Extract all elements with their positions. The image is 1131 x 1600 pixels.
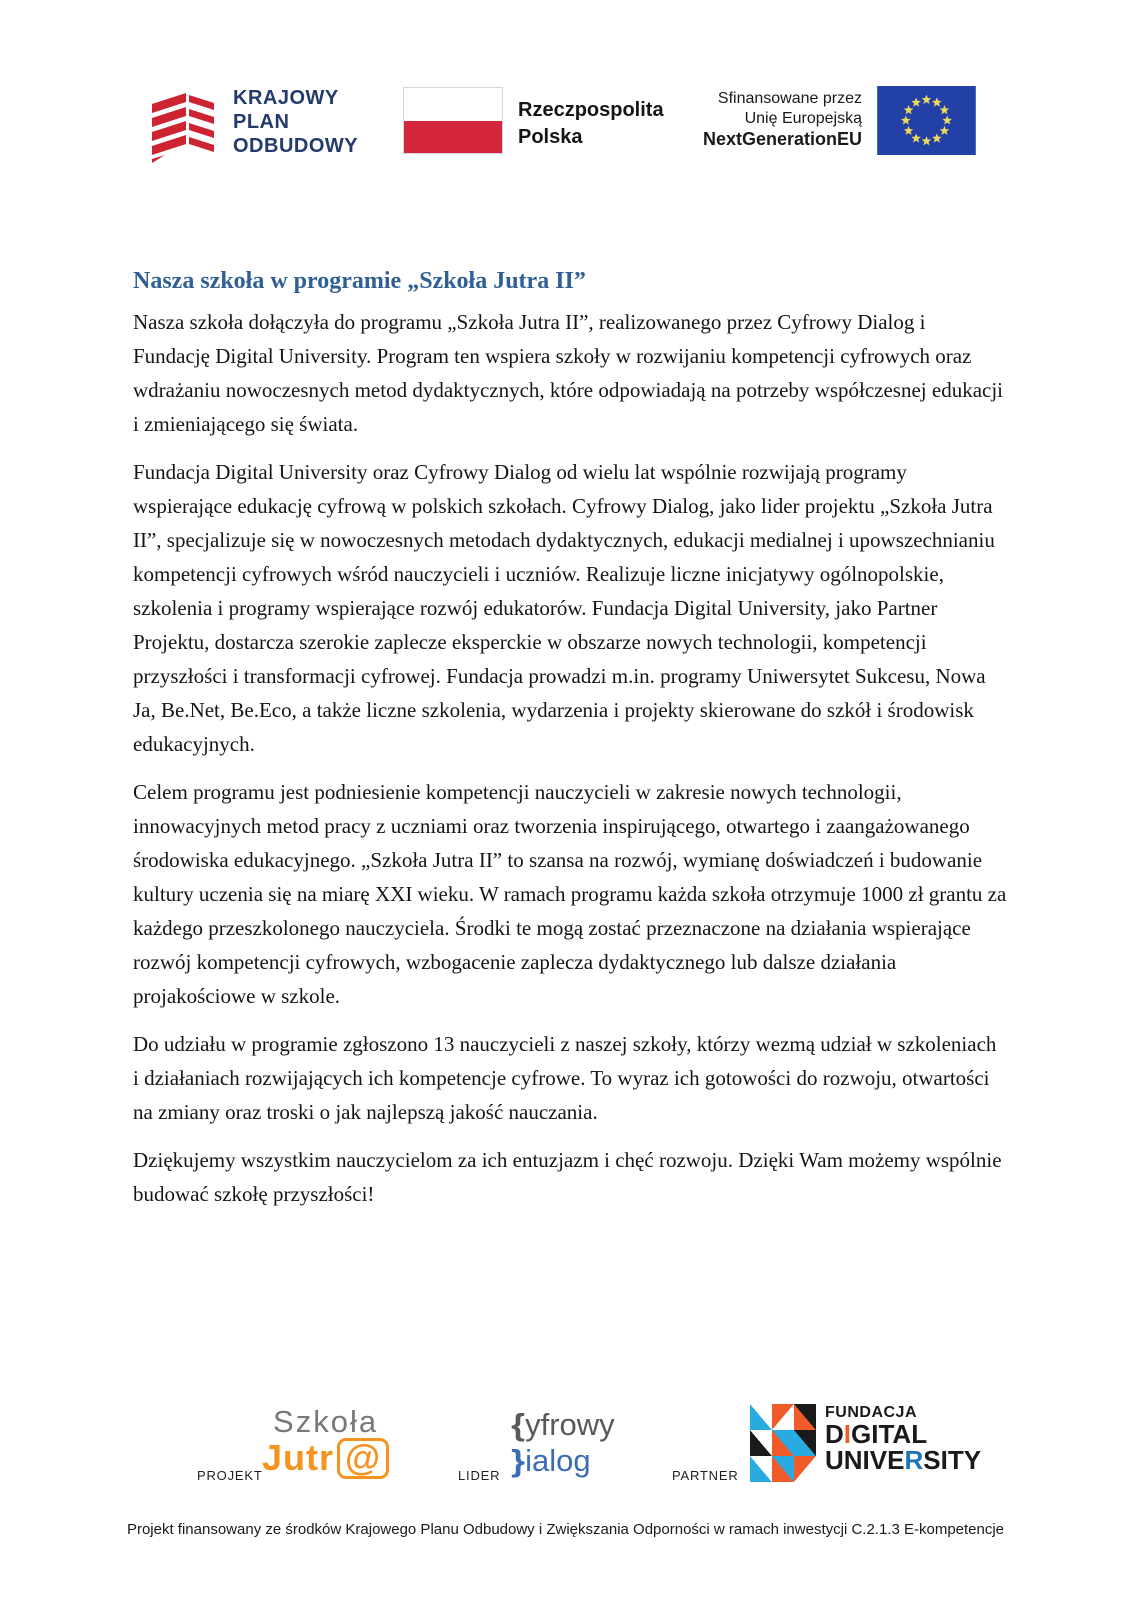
mosaic-cell <box>772 1456 794 1482</box>
projekt-label: PROJEKT <box>197 1468 263 1483</box>
poland-flag-white-stripe <box>404 88 502 121</box>
rp-line-1: Rzeczpospolita <box>518 99 664 121</box>
kpo-line-1: KRAJOWY <box>233 87 339 109</box>
dialog-word: ialog <box>525 1443 591 1478</box>
paragraph-2: Fundacja Digital University oraz Cyfrowy Dialog od wielu lat wspólnie rozwijają programy wspierające edukację cyfrową w polskich szkołach. Cyfrowy Dialog, jako lider projektu „Szkoła Jutra II”, specjalizuje się w nowoczesnych metodach dydaktycznych, edukacji medialnej i upowszechnianiu kompetencji cyfrowych wśród nauczycieli i uczniów. Realizuje liczne inicjatywy ogólnopolskie, szkolenia i programy wspierające rozwój edukatorów. Fundacja Digital University, jako Partner Projektu, dostarcza szerokie zaplecze eksperckie w obszarze nowych technologii, kompetencji przyszłości i transformacji cyfrowej. Fundacja prowadzi m.in. programy Uniwersytet Sukcesu, Nowa Ja, Be.Net, Be.Eco, a także liczne szkolenia, wydarzenia i projekty skierowane do szkół i środowisk edukacyjnych. <box>133 460 995 756</box>
digital-d: D <box>825 1419 844 1449</box>
funding-note: Projekt finansowany ze środków Krajowego Planu Odbudowy i Zwiększania Odporności w ramach inwestycji C.2.1.3 E-kompetencje <box>126 1521 1005 1538</box>
header-logo-band <box>0 0 1131 200</box>
university-r-accent: R <box>904 1445 924 1475</box>
mosaic-cell <box>750 1404 772 1430</box>
university-text <box>825 1447 981 1473</box>
brace-c-icon: { <box>511 1407 525 1442</box>
mosaic-cell <box>750 1456 772 1482</box>
kpo-building-icon <box>150 85 216 163</box>
szkola-jutra-word: Jutr <box>262 1437 335 1478</box>
szkola-jutra-top-text: Szkoła <box>273 1404 379 1439</box>
brace-d-icon: } <box>511 1443 525 1478</box>
paragraph-1: Nasza szkoła dołączyła do programu „Szkoła Jutra II”, realizowanego przez Cyfrowy Dialog i Fundację Digital University. Program ten wspiera szkoły w rozwijaniu kompetencji cyfrowych oraz wdrażaniu nowoczesnych metod dydaktycznych, które odpowiadają na potrzeby współczesnej edukacji i zmieniającego się świata. <box>133 310 1004 436</box>
kpo-line-2: PLAN <box>233 111 290 133</box>
poland-flag <box>403 87 503 154</box>
mosaic-cell <box>794 1404 816 1430</box>
mosaic-cell <box>772 1404 794 1430</box>
digital-rest: GITAL <box>851 1419 928 1449</box>
digital-i-accent: I <box>843 1419 852 1449</box>
fundacja-text: FUNDACJA <box>825 1404 917 1421</box>
paragraph-4: Do udziału w programie zgłoszono 13 nauczycieli z naszej szkoły, którzy wezmą udział w szkoleniach i działaniach rozwijających ich kompetencje cyfrowe. To wyraz ich gotowości do rozwoju, otwartości na zmiany oraz troski o jak najlepszą jakość nauczania. <box>133 1032 997 1124</box>
szkola-jutra-logo <box>262 1405 389 1479</box>
paragraph-3: Celem programu jest podniesienie kompetencji nauczycieli w zakresie nowych technologii, innowacyjnych metod pracy z uczniami oraz tworzenia inspirującego, otwartego i zaangażowanego środowiska edukacyjnego. „Szkoła Jutra II” to szansa na rozwój, wymianę doświadczeń i budowanie kultury uczenia się na miarę XXI wieku. W ramach programu każda szkoła otrzymuje 1000 zł grantu za każdego przeszkolonego nauczyciela. Środki te mogą zostać przeznaczone na działania wspierające rozwój kompetencji cyfrowych, wzbogacenie zaplecza dydaktycznego lub dalsze działania projakościowe w szkole. <box>133 780 1007 1008</box>
szkola-jutra-bottom-text <box>262 1438 389 1479</box>
digital-text <box>825 1421 981 1447</box>
paragraph-5: Dziękujemy wszystkim nauczycielom za ich entuzjazm i chęć rozwoju. Dzięki Wam możemy wspólnie budować szkołę przyszłości! <box>133 1148 1002 1206</box>
eu-line-2: Unię Europejską <box>744 110 862 127</box>
mosaic-cell <box>772 1430 794 1456</box>
kpo-line-3: ODBUDOWY <box>233 135 359 157</box>
poland-flag-icon <box>403 87 503 154</box>
republic-of-poland-label <box>518 97 664 151</box>
cyfrowy-dialog-logo <box>512 1407 615 1479</box>
mosaic-cell <box>794 1430 816 1456</box>
article <box>133 266 1007 1225</box>
lider-label: LIDER <box>458 1468 501 1483</box>
kpo-logo-text <box>233 85 358 158</box>
at-sign-icon: @ <box>337 1438 389 1479</box>
eu-flag-icon <box>876 86 977 155</box>
cyfrowy-text <box>512 1407 615 1443</box>
university-pre: UNIVE <box>825 1445 905 1475</box>
digital-university-text <box>825 1404 981 1473</box>
cyfrowy-word: yfrowy <box>525 1407 615 1442</box>
university-rest: SITY <box>923 1445 982 1475</box>
digital-university-logo <box>750 1404 981 1482</box>
poland-flag-red-stripe <box>404 121 502 154</box>
eu-line-1: Sfinansowane przez <box>717 90 862 107</box>
eu-line-3: NextGenerationEU <box>702 129 862 149</box>
page-title: Nasza szkoła w programie „Szkoła Jutra II” <box>133 268 586 294</box>
mosaic-cell <box>750 1430 772 1456</box>
eu-funding-logo <box>700 86 977 155</box>
eu-funding-text <box>700 86 862 149</box>
rp-line-2: Polska <box>518 126 583 148</box>
mosaic-cell <box>794 1456 816 1482</box>
dialog-text <box>512 1443 615 1479</box>
partner-label: PARTNER <box>672 1468 739 1483</box>
kpo-logo <box>150 85 358 163</box>
digital-university-mosaic-icon <box>750 1404 816 1482</box>
